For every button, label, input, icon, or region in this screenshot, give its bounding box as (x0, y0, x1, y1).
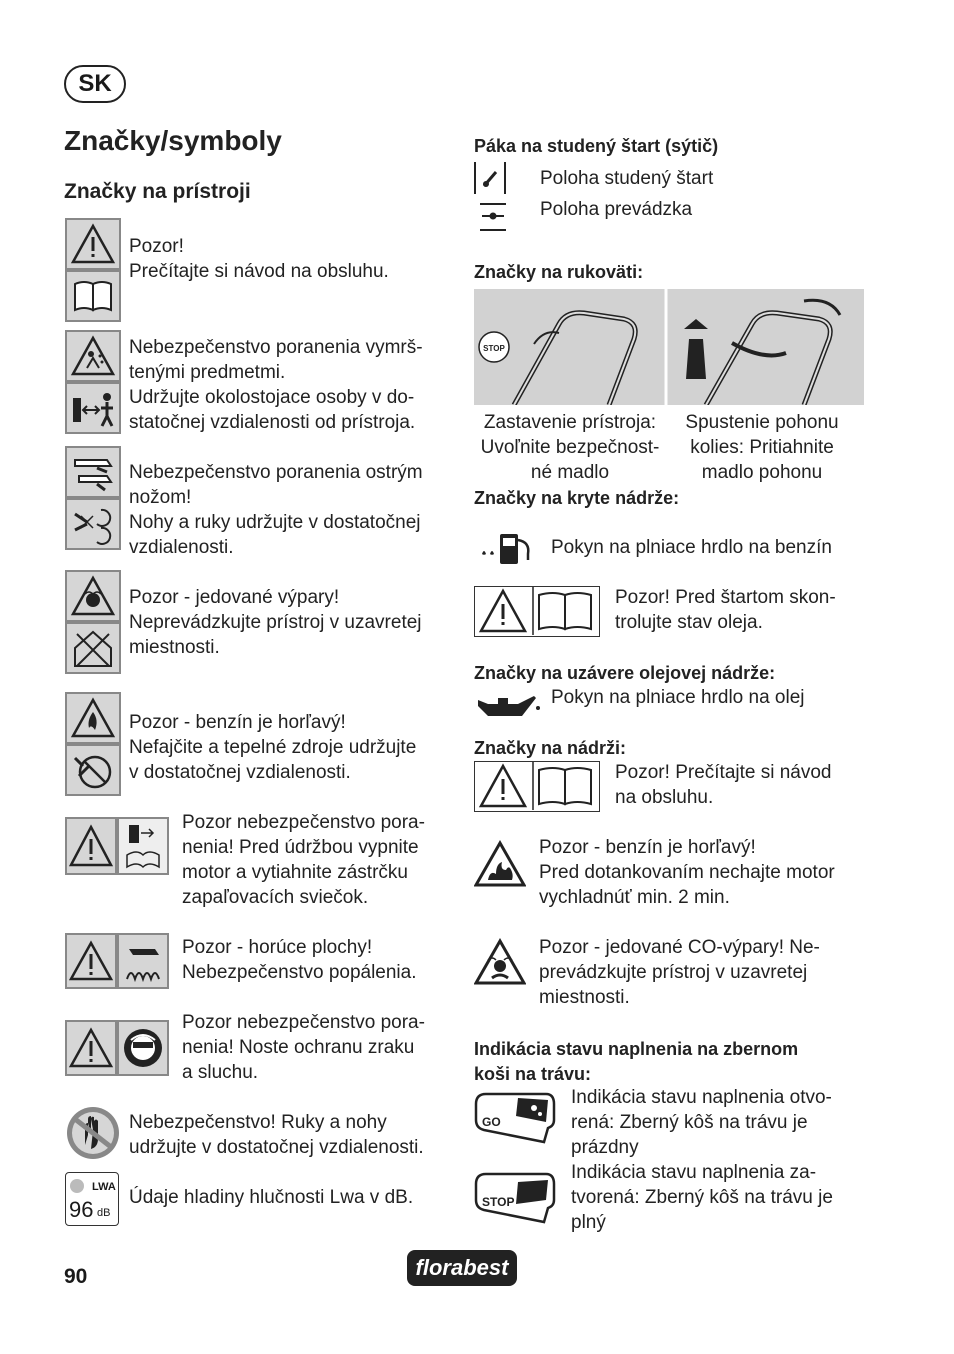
handle-caption-stop: Zastavenie prístroja: Uvoľnite bezpečnost- né madlo (480, 412, 660, 483)
warning-manual-sticker (474, 586, 600, 637)
hands-feet-blade-icon (65, 498, 121, 550)
thrown-objects-icon (65, 330, 121, 382)
tank-co-text: Pozor - jedované CO-výpary! Ne- prevádzkujte prístroj v uzavretej miestnosti. (539, 937, 820, 1008)
choke-title: Páka na studený štart (sýtič) (474, 136, 719, 156)
warning-icon (65, 218, 121, 270)
spark-plug-manual-icon (117, 817, 169, 875)
no-smoking-icon (65, 744, 121, 796)
page-number: 90 (64, 1265, 88, 1288)
item-text: Údaje hladiny hlučnosti Lwa v dB. (129, 1187, 414, 1208)
co-fumes-warning-icon (474, 938, 526, 986)
choke-cold-text: Poloha studený štart (540, 168, 714, 189)
warning-icon (65, 933, 117, 989)
choke-cold-icon (474, 162, 506, 194)
no-indoor-icon (65, 622, 121, 674)
toxic-fumes-icon (65, 570, 121, 622)
oil-cap-title: Značky na uzávere olejovej nádrže: (474, 663, 776, 683)
fuel-pump-icon (476, 528, 536, 568)
tank-warning-manual-sticker (474, 761, 600, 812)
speaker-icon (70, 1179, 84, 1193)
item-text: Nebezpečenstvo poranenia ostrým nožom! Nohy a ruky udržujte v dostatočnej vzdialenosti. (129, 462, 423, 558)
item-text: Pozor - horúce plochy! Nebezpečenstvo popálenia. (182, 937, 417, 983)
grass-full-text: Indikácia stavu naplnenia za- tvorená: Zberný kôš na trávu je plný (571, 1162, 833, 1233)
noise-unit: dB (97, 1207, 111, 1219)
section-title-device: Značky na prístroji (64, 180, 251, 203)
item-text: Pozor nebezpečenstvo pora- nenia! Pred údržbou vypnite motor a vytiahnite zástrčku zapaľovacích sviečok. (182, 812, 425, 908)
item-text: Pozor - benzín je horľavý! Nefajčite a tepelné zdroje udržujte v dostatočnej vzdialenosti. (129, 712, 417, 783)
stop-label: STOP (482, 1195, 515, 1209)
grass-indicator-stop-icon (474, 1170, 556, 1226)
handle-title: Značky na rukoväti: (474, 262, 644, 282)
flammable-warning-icon (474, 840, 526, 888)
item-text: Pozor! Prečítajte si návod na obsluhu. (129, 236, 389, 282)
oil-check-text: Pozor! Pred štartom skon- trolujte stav oleja. (615, 587, 836, 633)
oil-can-icon (474, 688, 542, 720)
noise-label: LWA (92, 1181, 116, 1193)
noise-level-icon (65, 1172, 119, 1226)
item-text: Nebezpečenstvo! Ruky a nohy udržujte v dostatočnej vzdialenosti. (129, 1112, 424, 1158)
item-text: Nebezpečenstvo poranenia vymrš- tenými predmetmi. Udržujte okolostojace osoby v do- statočnej vzdialenosti od prístroja. (129, 337, 423, 433)
brand-logo: florabest (407, 1250, 517, 1286)
item-text: Pozor - jedované výpary! Neprevádzkujte prístroj v uzavretej miestnosti. (129, 587, 422, 658)
tank-manual-text: Pozor! Prečítajte si návod na obsluhu. (615, 762, 832, 808)
handle-stop-label: STOP (483, 344, 505, 353)
language-badge: SK (64, 65, 126, 103)
page-title: Značky/symboly (64, 125, 282, 156)
tank-flammable-text: Pozor - benzín je horľavý! Pred dotankovaním nechajte motor vychladnúť min. 2 min. (539, 837, 835, 908)
no-hands-icon (65, 1105, 121, 1161)
keep-distance-icon (65, 382, 121, 434)
grass-indicator-go-icon (474, 1090, 556, 1146)
warning-icon (65, 817, 117, 875)
noise-value: 96 (69, 1197, 94, 1222)
handle-illustrations (474, 289, 864, 405)
eye-ear-protection-icon (117, 1020, 169, 1076)
item-text: Pozor nebezpečenstvo pora- nenia! Noste ochranu zraku a sluchu. (182, 1012, 425, 1083)
hot-surface-icon (117, 933, 169, 989)
grass-empty-text: Indikácia stavu naplnenia otvo- rená: Zberný kôš na trávu je prázdny (571, 1087, 832, 1158)
manual-book-icon (65, 270, 121, 322)
flammable-icon (65, 692, 121, 744)
oil-cap-text: Pokyn na plniace hrdlo na olej (551, 687, 805, 708)
warning-icon (65, 1020, 117, 1076)
go-label: GO (482, 1115, 501, 1129)
handle-caption-drive: Spustenie pohonu kolies: Pritiahnite madlo pohonu (685, 412, 839, 483)
tank-title: Značky na nádrži: (474, 738, 627, 758)
fuel-text: Pokyn na plniace hrdlo na benzín (551, 537, 832, 558)
choke-run-text: Poloha prevádzka (540, 199, 693, 220)
tank-cover-title: Značky na kryte nádrže: (474, 488, 680, 508)
blade-injury-icon (65, 446, 121, 498)
grass-title: Indikácia stavu naplnenia na zbernom koši na trávu: (474, 1039, 799, 1084)
choke-run-icon (476, 200, 510, 234)
